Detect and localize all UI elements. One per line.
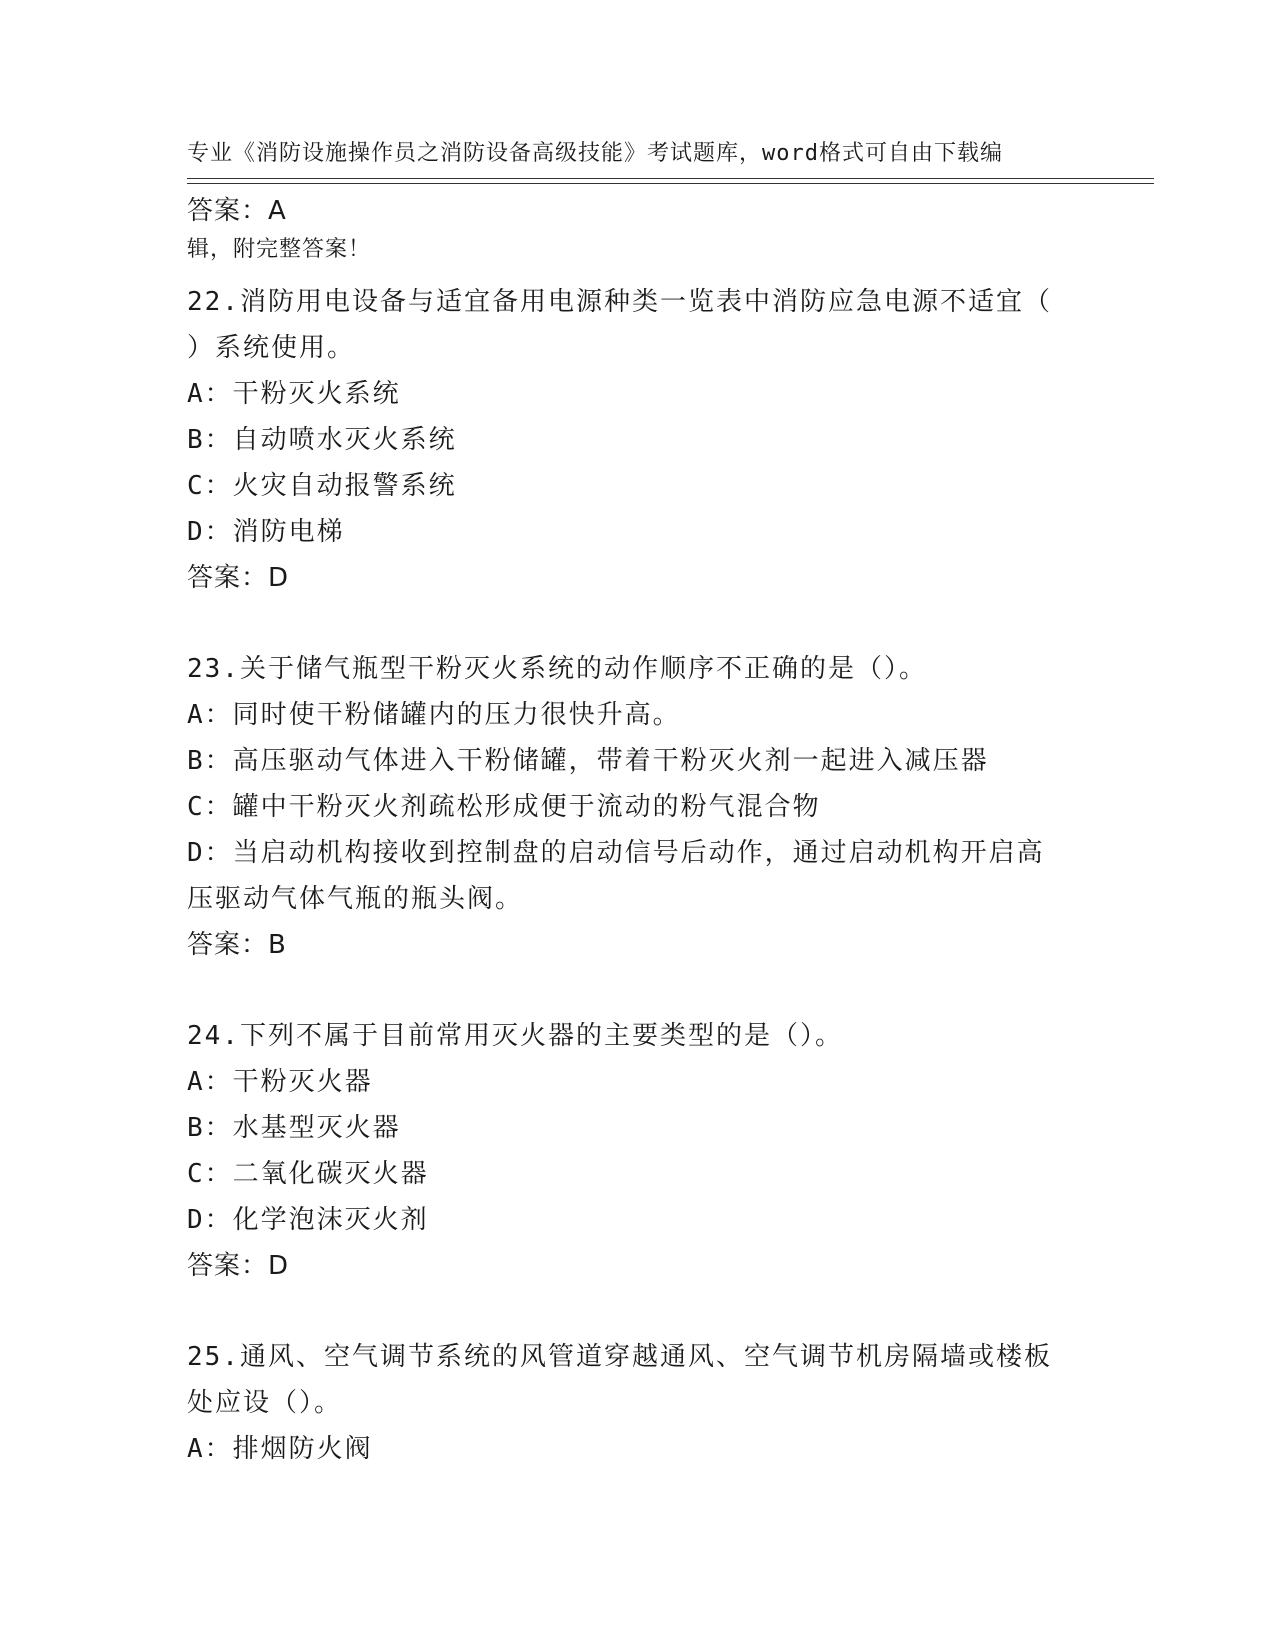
question-24 — [187, 1013, 1087, 1289]
question-stem: 23.关于储气瓶型干粉灭火系统的动作顺序不正确的是（）。 — [187, 654, 927, 684]
option-d: D：当启动机构接收到控制盘的启动信号后动作，通过启动机构开启高 — [187, 838, 1045, 868]
header-divider-top — [187, 178, 1154, 179]
question-list — [187, 188, 1087, 1472]
answer: 答案：B — [187, 930, 287, 960]
option-b: B：水基型灭火器 — [187, 1113, 401, 1143]
option-b: B：高压驱动气体进入干粉储罐，带着干粉灭火剂一起进入减压器 — [187, 746, 989, 776]
option-a: A：同时使干粉储罐内的压力很快升高。 — [187, 700, 681, 730]
question-stem: 24.下列不属于目前常用灭火器的主要类型的是（）。 — [187, 1021, 843, 1051]
header-divider-bottom — [187, 183, 1154, 184]
header-line-2: 辑，附完整答案！ — [187, 237, 372, 262]
option-a: A：干粉灭火器 — [187, 1067, 373, 1097]
question-22 — [187, 279, 1087, 601]
option-a: A：排烟防火阀 — [187, 1434, 373, 1464]
option-c: C：二氧化碳灭火器 — [187, 1159, 429, 1189]
option-d: D：化学泡沫灭火剂 — [187, 1205, 429, 1235]
option-b: B：自动喷水灭火系统 — [187, 425, 457, 455]
question-stem: 22.消防用电设备与适宜备用电源种类一览表中消防应急电源不适宜（ — [187, 287, 1052, 317]
spacer — [187, 234, 1087, 279]
option-d-cont: 压驱动气体气瓶的瓶头阀。 — [187, 884, 524, 914]
answer: 答案：D — [187, 563, 290, 593]
answer: 答案：D — [187, 1251, 290, 1281]
question-25 — [187, 1334, 1087, 1472]
option-c: C：火灾自动报警系统 — [187, 471, 457, 501]
option-d: D：消防电梯 — [187, 517, 345, 547]
question-23 — [187, 646, 1087, 968]
question-stem: 25.通风、空气调节系统的风管道穿越通风、空气调节机房隔墙或楼板 — [187, 1342, 1052, 1372]
spacer — [187, 601, 1087, 646]
header-line-1: 专业《消防设施操作员之消防设备高级技能》考试题库，word格式可自由下载编 — [187, 141, 1003, 166]
question-stem-cont: 处应设（）。 — [187, 1388, 343, 1418]
question-stem-cont: ）系统使用。 — [187, 333, 356, 363]
option-a: A：干粉灭火系统 — [187, 379, 401, 409]
answer-21: 答案：A — [187, 196, 287, 226]
spacer — [187, 1289, 1087, 1334]
option-c: C：罐中干粉灭火剂疏松形成便于流动的粉气混合物 — [187, 792, 821, 822]
spacer — [187, 968, 1087, 1013]
